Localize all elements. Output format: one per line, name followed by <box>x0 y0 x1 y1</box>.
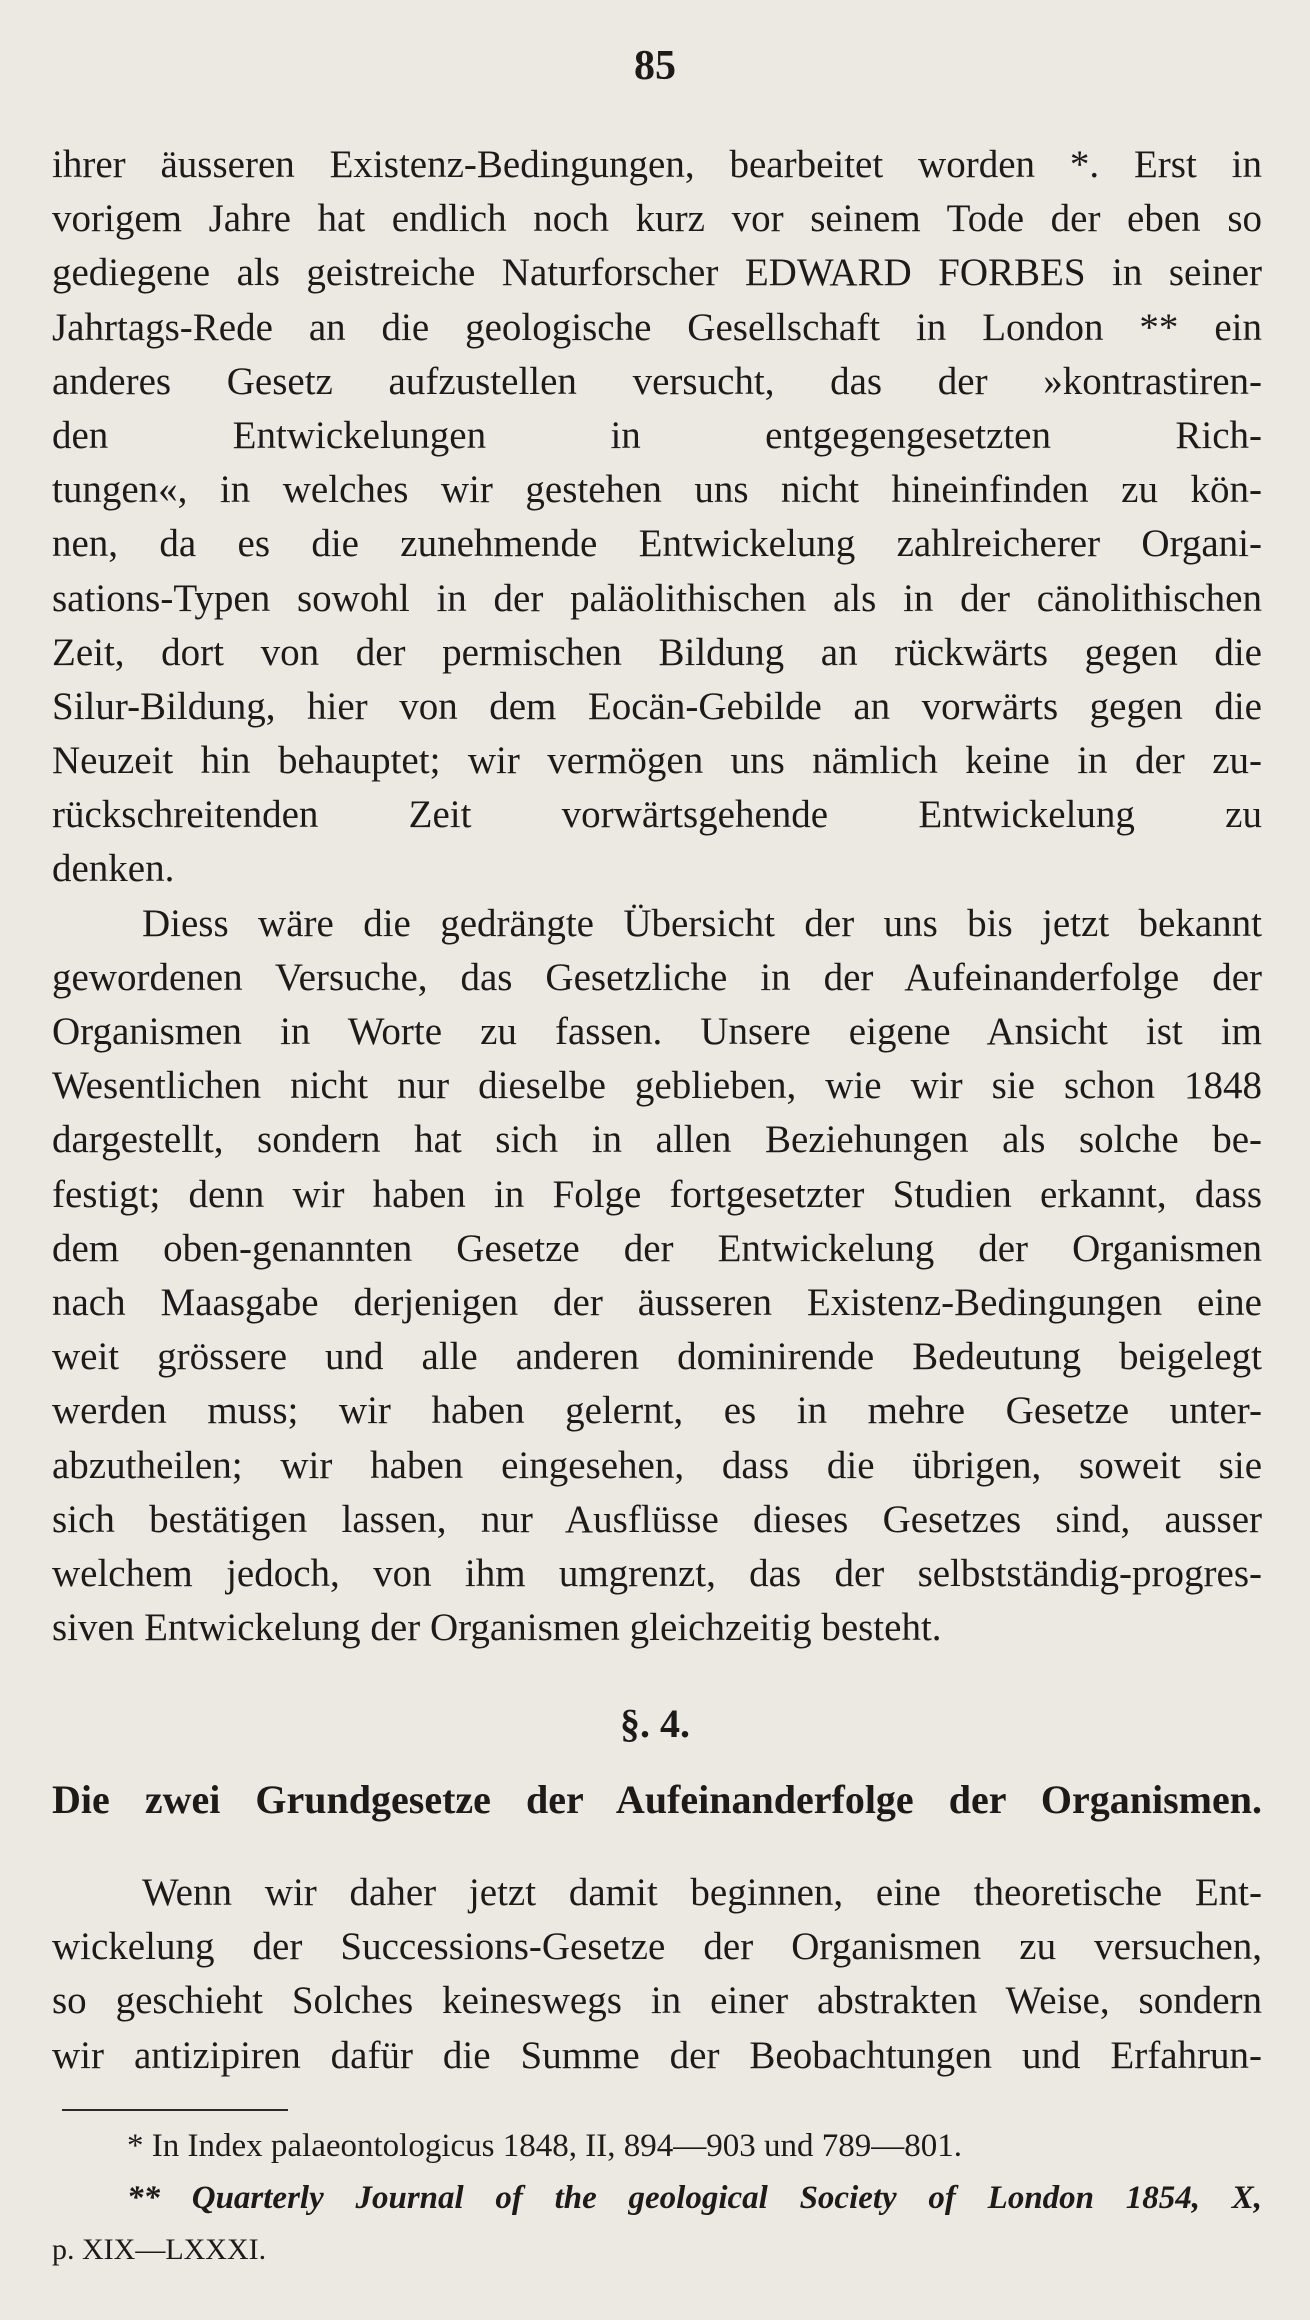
footnote-divider <box>62 2109 288 2111</box>
text-line: abzutheilen; wir haben eingesehen, dass die übrigen, soweit sie <box>52 1443 1262 1487</box>
text-line: vorigem Jahre hat endlich noch kurz vor seinem Tode der eben so <box>52 197 1262 241</box>
text-line: sich bestätigen lassen, nur Ausflüsse dieses Gesetzes sind, ausser <box>52 1497 1262 1541</box>
text-line: dargestellt, sondern hat sich in allen Beziehungen als solche be- <box>52 1118 1262 1162</box>
text-line: Zeit, dort von der permischen Bildung an rückwärts gegen die <box>52 630 1262 674</box>
text-line: gediegene als geistreiche Naturforscher EDWARD FORBES in seiner <box>52 251 1262 295</box>
text-line: nach Maasgabe derjenigen der äusseren Existenz-Bedingungen eine <box>52 1280 1262 1324</box>
section-number: §. 4. <box>620 1701 690 1746</box>
text-line: werden muss; wir haben gelernt, es in mehre Gesetze unter- <box>52 1389 1262 1433</box>
footnote: p. XIX—LXXXI. <box>52 2233 267 2266</box>
footnotes <box>52 2120 1262 2276</box>
body-text-block <box>52 138 1262 1655</box>
text-line: Diess wäre die gedrängte Übersicht der uns bis jetzt bekannt <box>142 901 1262 945</box>
text-line: festigt; denn wir haben in Folge fortgesetzter Studien erkannt, dass <box>52 1172 1262 1216</box>
text-line: Jahrtags-Rede an die geologische Gesellschaft in London ** ein <box>52 305 1262 349</box>
body-text-block <box>52 1866 1262 2083</box>
text-line: sations-Typen sowohl in der paläolithischen als in der cänolithischen <box>52 576 1262 620</box>
text-line: wickelung der Successions-Gesetze der Organismen zu versuchen, <box>52 1925 1262 1969</box>
text-line: Silur-Bildung, hier von dem Eocän-Gebilde an vorwärts gegen die <box>52 684 1262 728</box>
text-line: dem oben-genannten Gesetze der Entwickelung der Organismen <box>52 1226 1262 1270</box>
text-line: siven Entwickelung der Organismen gleichzeitig besteht. <box>52 1606 942 1650</box>
text-line: nen, da es die zunehmende Entwickelung zahlreicherer Organi- <box>52 522 1262 566</box>
text-line: Wesentlichen nicht nur dieselbe geblieben, wie wir sie schon 1848 <box>52 1064 1262 1108</box>
text-line: welchem jedoch, von ihm umgrenzt, das der selbstständig-progres- <box>52 1551 1262 1595</box>
text-line: Wenn wir daher jetzt damit beginnen, eine theoretische Ent- <box>142 1871 1262 1914</box>
text-line: so geschieht Solches keineswegs in einer abstrakten Weise, sondern <box>52 1979 1262 2023</box>
text-line: Neuzeit hin behauptet; wir vermögen uns nämlich keine in der zu- <box>52 739 1262 783</box>
text-line: anderes Gesetz aufzustellen versucht, das der »kontrastiren- <box>52 359 1262 403</box>
text-line: wir antizipiren dafür die Summe der Beobachtungen und Erfahrun- <box>52 2033 1262 2077</box>
text-line: denken. <box>52 847 175 891</box>
page-number: 85 <box>634 43 676 89</box>
text-line: ihrer äusseren Existenz-Bedingungen, bearbeitet worden *. Erst in <box>52 143 1262 186</box>
text-line: tungen«, in welches wir gestehen uns nicht hineinfinden zu kön- <box>52 468 1262 512</box>
text-line: rückschreitenden Zeit vorwärtsgehende Entwickelung zu <box>52 793 1262 837</box>
footnote: ** Quarterly Journal of the geological Society of London 1854, X, <box>127 2180 1262 2216</box>
text-line: gewordenen Versuche, das Gesetzliche in der Aufeinanderfolge der <box>52 955 1262 999</box>
text-line: weit grössere und alle anderen dominirende Bedeutung beigelegt <box>52 1335 1262 1379</box>
footnote: * In Index palaeontologicus 1848, II, 894—903 und 789—801. <box>127 2128 962 2164</box>
text-line: Organismen in Worte zu fassen. Unsere eigene Ansicht ist im <box>52 1010 1262 1053</box>
section-title: Die zwei Grundgesetze der Aufeinanderfolge der Organismen. <box>52 1777 1262 1822</box>
text-line: den Entwickelungen in entgegengesetzten Rich- <box>52 413 1262 457</box>
